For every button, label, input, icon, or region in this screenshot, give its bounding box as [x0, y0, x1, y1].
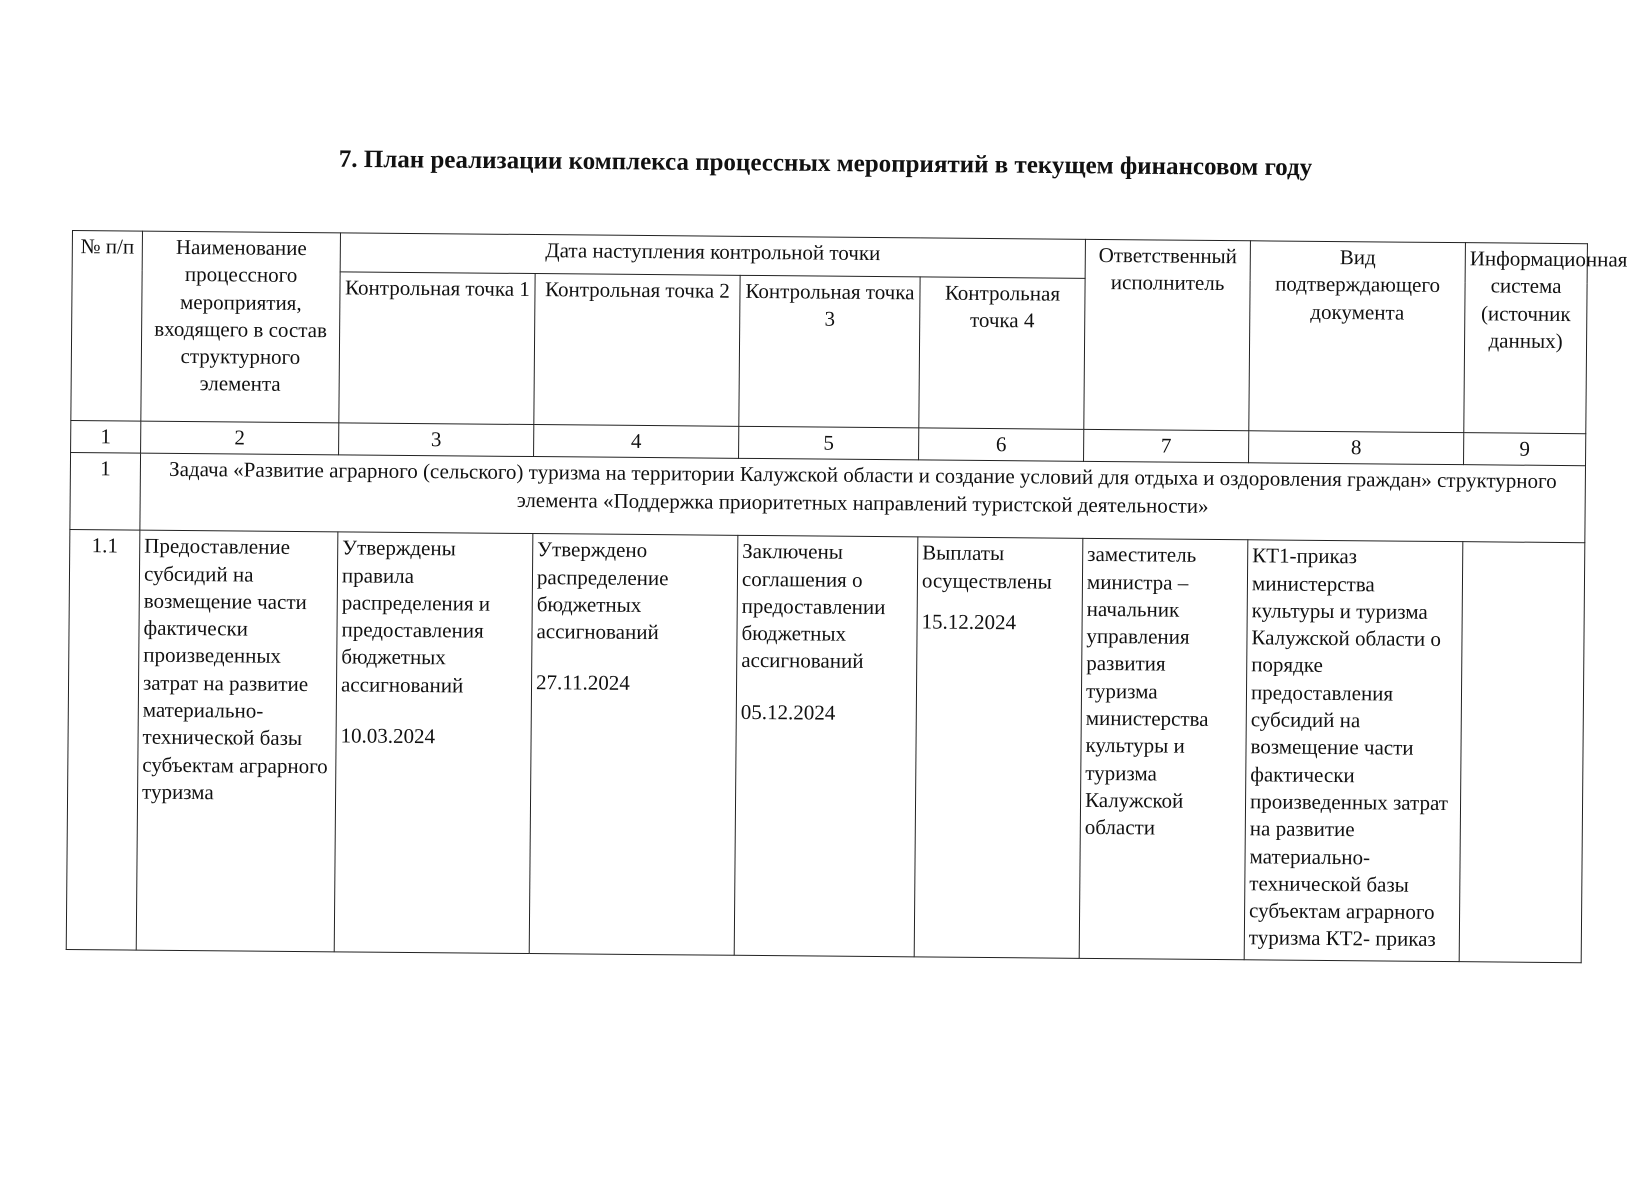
task-row: [70, 453, 1586, 543]
column-number-5: 5: [739, 426, 919, 460]
cp1-text: Утверждены правила распределения и предоставления бюджетных ассигнований: [340, 535, 491, 698]
column-number-7: 7: [1084, 429, 1249, 463]
header-cp3: Контрольная точка 3: [739, 275, 920, 428]
column-number-6: 6: [919, 428, 1084, 462]
row-num: 1.1: [66, 530, 140, 951]
row-cp4: [914, 537, 1083, 958]
column-number-3: 3: [339, 423, 534, 457]
cp4-date: 15.12.2024: [921, 609, 1017, 635]
plan-table-wrapper: [66, 230, 1628, 963]
header-name: Наименование процессного мероприятия, входящего в состав структурного элемента: [141, 231, 341, 423]
header-cp4: Контрольная точка 4: [919, 277, 1085, 429]
cp3-date: 05.12.2024: [740, 699, 836, 725]
header-num: № п/п: [71, 231, 143, 422]
row-info-system: [1459, 542, 1585, 963]
row-cp1: [334, 532, 533, 954]
cp2-text: Утверждено распределение бюджетных ассигнований: [536, 537, 669, 645]
plan-table: [66, 230, 1628, 963]
column-number-4: 4: [534, 425, 739, 459]
header-doc-type: Вид подтверждающего документа: [1249, 241, 1466, 433]
header-cp1: Контрольная точка 1: [339, 272, 535, 425]
column-number-1: 1: [71, 420, 141, 453]
header-date-group: Дата наступления контрольной точки: [340, 233, 1085, 278]
cp1-date: 10.03.2024: [340, 723, 436, 749]
column-number-2: 2: [141, 421, 339, 455]
header-cp2: Контрольная точка 2: [534, 274, 740, 427]
header-row-top: [72, 231, 1587, 283]
cp3-text: Заключены соглашения о предоставлении бюджетных ассигнований: [741, 539, 886, 674]
row-cp2: [529, 534, 738, 956]
header-info-system: Информационная система (источник данных): [1464, 243, 1588, 434]
header-responsible: Ответственный исполнитель: [1084, 239, 1251, 430]
page-title: 7. План реализации комплекса процессных мероприятий в текущем финансовом году: [338, 145, 1313, 182]
task-num: 1: [70, 453, 141, 531]
row-cp3: [734, 536, 918, 958]
row-doc-type: КТ1-приказ министерства культуры и туризма Калужской области о порядке предоставления субсидий на возмещение части фактически произведенных затрат на развитие материально-технической базы субъектам аграрного туризма КТ2- приказ: [1244, 540, 1463, 962]
task-text: Задача «Развитие аграрного (сельского) туризма на территории Калужской области и создание условий для отдыха и оздоровления граждан» структурного элемента «Поддержка приоритетных направлений туристской деятельности»: [140, 453, 1586, 543]
cp2-date: 27.11.2024: [535, 670, 630, 696]
row-name: Предоставление субсидий на возмещение части фактически произведенных затрат на развитие материально-технической базы субъектам аграрного туризма: [136, 530, 338, 952]
column-number-9: 9: [1464, 433, 1586, 466]
cp4-text: Выплаты осуществлены: [921, 540, 1052, 594]
column-number-8: 8: [1249, 431, 1464, 465]
table-row: [66, 530, 1585, 963]
row-responsible: заместитель министра – начальник управления развития туризма министерства культуры и туризма Калужской области: [1079, 539, 1248, 960]
